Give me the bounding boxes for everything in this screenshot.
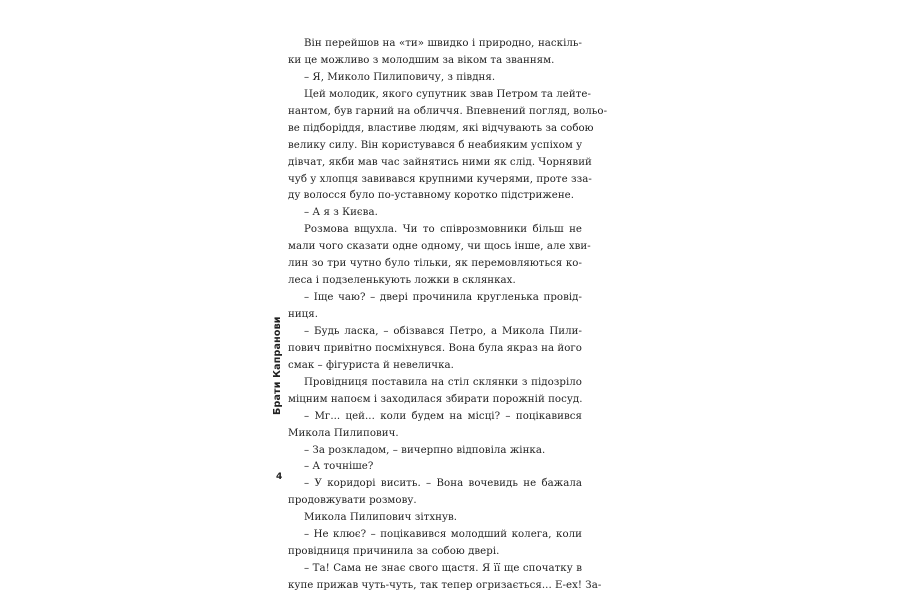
text-line: пович привітно посміхнувся. Вона була якраз на його: [288, 342, 582, 354]
text-line: Цей молодик, якого супутник звав Петром та лейте-: [304, 88, 591, 100]
text-line: ве підборіддя, властиве людям, які відчувають за собою: [288, 122, 594, 134]
text-line: ки це можливо з молодшим за віком та званням.: [288, 54, 555, 66]
text-line: – Не клює? – поцікавився молодший колега, коли: [304, 529, 582, 541]
text-line: – А точніше?: [304, 461, 374, 473]
text-line: – Та! Сама не знає свого щастя. Я її ще спочатку в: [304, 563, 582, 575]
page-number: 4: [276, 472, 283, 482]
text-line: ниця.: [288, 309, 319, 320]
text-line: ду волосся було по-уставному коротко підстрижене.: [288, 190, 575, 202]
text-line: продовжувати розмову.: [288, 495, 417, 507]
text-line: Він перейшов на «ти» швидко і природно, наскіль-: [304, 38, 582, 49]
body-text: [288, 36, 608, 595]
text-line: смак – фігуриста й невеличка.: [288, 359, 454, 371]
text-line: міцним напоєм і заходилася збирати порожній посуд.: [288, 393, 583, 405]
running-head-author: Брати Капранови: [272, 316, 283, 415]
text-line: чуб у хлопця завивався крупними кучерями, проте зза-: [288, 173, 592, 185]
text-line: Микола Пилипович.: [288, 427, 399, 439]
text-line: дівчат, якби мав час зайнятись ними як слід. Чорнявий: [288, 156, 592, 168]
text-line: – У коридорі висить. – Вона вочевидь не бажала: [304, 478, 582, 490]
text-line: – Мг... цей... коли будем на місці? – поцікавився: [304, 410, 582, 422]
text-line: леса і подзеленькують ложки в склянках.: [288, 275, 516, 287]
text-line: – Я, Миколо Пилиповичу, з півдня.: [304, 71, 496, 83]
text-line: – Будь ласка, – обізвався Петро, а Микола Пили-: [304, 325, 582, 337]
text-line: мали чого сказати одне одному, чи щось інше, але хви-: [288, 241, 591, 253]
text-line: нантом, був гарний на обличчя. Впевнений погляд, вольо-: [288, 105, 608, 117]
text-line: провідниця причинила за собою двері.: [288, 546, 500, 558]
text-line: лин зо три чутно було тільки, як перемовляються ко-: [288, 258, 582, 270]
text-line: – За розкладом, – вичерпно відповіла жінка.: [304, 444, 546, 456]
text-line: Микола Пилипович зітхнув.: [304, 512, 458, 524]
text-line: купе прижав чуть-чуть, так тепер огризається... Е-ех! За-: [288, 580, 602, 591]
text-line: Провідниця поставила на стіл склянки з підозріло: [304, 376, 582, 388]
text-line: – А я з Києва.: [304, 207, 378, 219]
text-line: – Іще чаю? – двері прочинила кругленька провід-: [304, 292, 582, 304]
text-line: велику силу. Він користувався б неабияким успіхом у: [288, 139, 583, 151]
text-line: Розмова вщухла. Чи то співрозмовники більш не: [304, 224, 582, 236]
